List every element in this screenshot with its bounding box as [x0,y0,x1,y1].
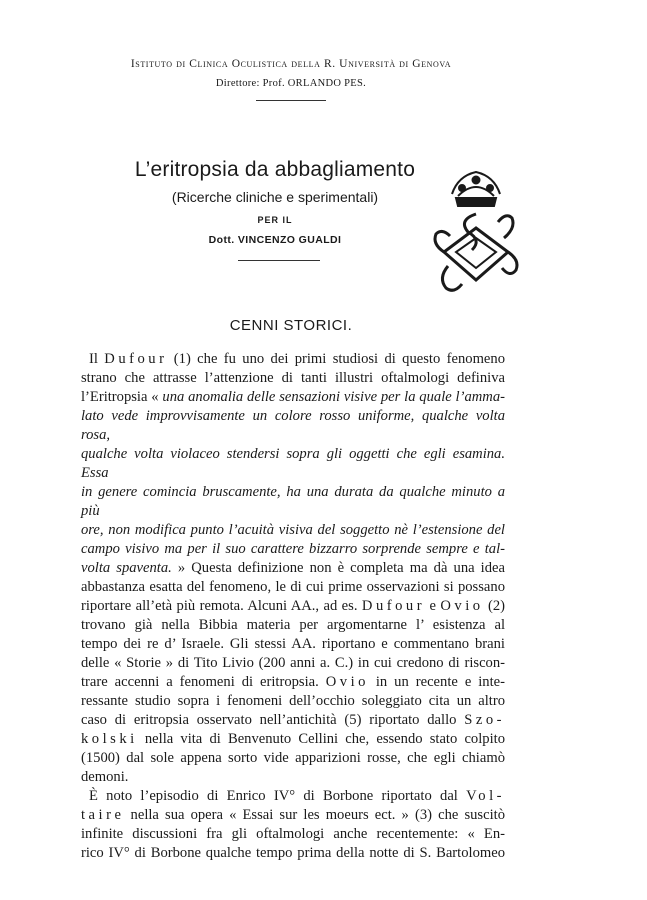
text-line: strano che attrasse l’attenzione di tanti illustri oftalmologi definiva [81,370,505,386]
text-line: ressante studio sopra i fenomeni dell’occhio soleggiato cita un altro [81,693,505,709]
body-text [81,350,505,863]
per-il-label: PER IL [257,215,293,225]
text-line: riportare all’età più remota. Alcuni AA., ad es. Dufour e Ovio (2) [81,598,505,614]
section-heading: CENNI STORICI. [229,317,353,334]
text-line: È noto l’episodio di Enrico IV° di Borbone riportato dal Vol- [89,788,505,804]
institute-header: Istituto di Clinica Oculistica della R. Università di Genova [130,58,452,70]
text-line: qualche volta violaceo stendersi sopra gli oggetti che egli esamina. Essa [81,446,505,481]
text-line: ore, non modifica punto l’acuità visiva del soggetto nè l’estensione del [81,522,505,538]
director-line: Direttore: Prof. ORLANDO PES. [215,78,367,89]
text-line: volta spaventa. » Questa definizione non è completa ma dà una idea [81,560,505,576]
text-line: delle « Storie » di Tito Livio (200 anni a. C.) in cui credono di riscon- [81,655,505,671]
author-name: Dott. VINCENZO GUALDI [208,234,342,246]
text-line: Il Dufour (1) che fu uno dei primi studiosi di questo fenomeno [89,351,505,367]
header-divider [256,100,326,101]
text-line: kolski nella vita di Benvenuto Cellini che, essendo stato colpito [81,731,505,747]
text-line: taire nella sua opera « Essai sur les moeurs ect. » (3) che suscitò [81,807,505,823]
text-line: l’Eritropsia « una anomalia delle sensazioni visive per la quale l’amma- [81,389,505,405]
text-line: lato vede improvvisamente un colore rosso uniforme, qualche volta rosa, [81,408,505,443]
text-line: infinite discussioni fra gli oftalmologi anche recentemente: « En- [81,826,505,842]
title-divider [238,260,320,261]
text-line: campo visivo ma per il suo carattere bizzarro sorprende sempre e tal- [81,541,505,557]
text-line: rico IV° di Borbone qualche tempo prima della notte di S. Bartolomeo [81,845,505,861]
text-line: in genere comincia bruscamente, ha una durata da qualche minuto a più [81,484,505,519]
text-line: abbastanza esatta del fenomeno, le di cui prime osservazioni si possano [81,579,505,595]
crowned-knot-emblem-icon [428,158,524,300]
article-title: L’eritropsia da abbagliamento [134,158,416,181]
text-line: tempo dei re d’ Israele. Gli stessi AA. riportano e commentano brani [81,636,505,652]
text-line: trare accenni a fenomeni di eritropsia. Ovio in un recente e inte- [81,674,505,690]
text-line: caso di eritropsia osservato nell’antichità (5) riportato dallo Szo- [81,712,505,728]
text-line: (1500) dal sole appena sorto vide apparizioni rosse, che egli chiamò [81,750,505,766]
text-line: trovano già nella Bibbia materia per argomentarne l’ esistenza al [81,617,505,633]
article-subtitle: (Ricerche cliniche e sperimentali) [171,189,379,205]
text-line: demoni. [81,769,129,785]
